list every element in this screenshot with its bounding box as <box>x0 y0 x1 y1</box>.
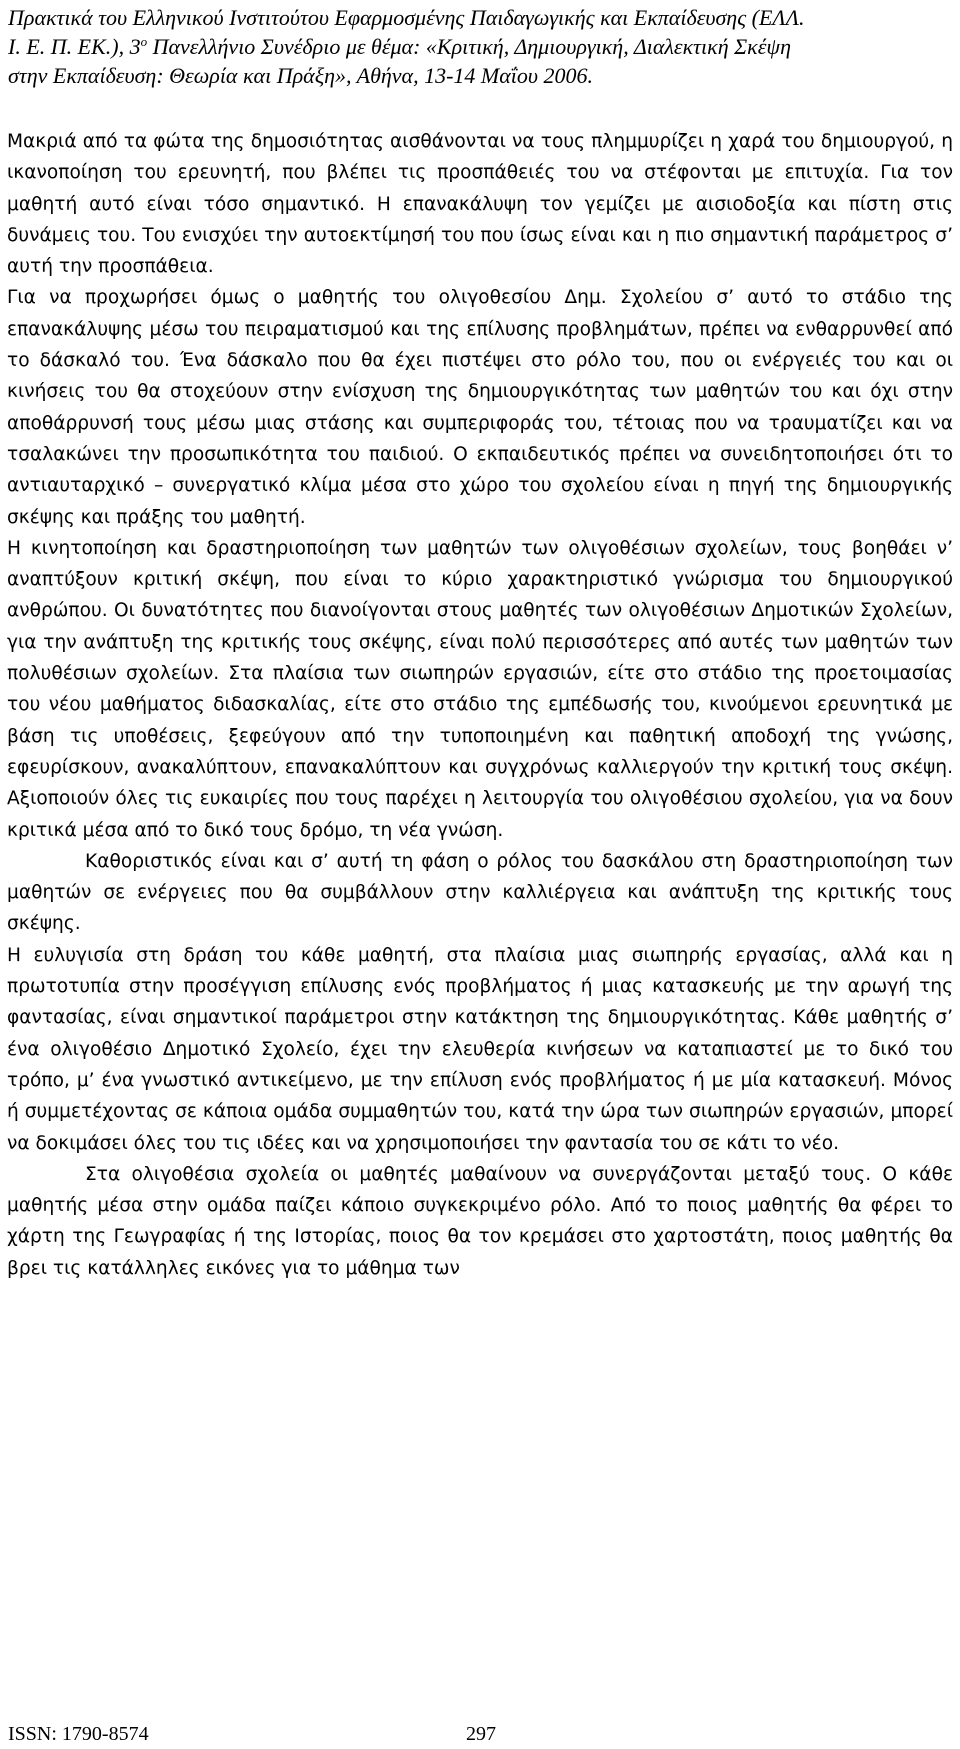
page-number: 297 <box>466 1723 496 1745</box>
ordinal-superscript: ο <box>140 34 148 49</box>
page-footer <box>8 1721 956 1747</box>
header-line-2-end: Πανελλήνιο Συνέδριο με θέμα: «Κριτική, Δημιουργική, Διαλεκτική Σκέψη <box>147 34 791 59</box>
paragraph: Η κινητοποίηση και δραστηριοποίηση των μαθητών των ολιγοθέσιων σχολείων, τους βοηθάει ν’ αναπτύξουν κριτική σκέψη, που είναι το κύριο χαρακτηριστικό γνώρισμα του δημιουργικού ανθρώπου. Οι δυνατότητες που διανοίγονται στους μαθητές των ολιγοθέσιων Δημοτικών Σχολείων, για την ανάπτυξη της κριτικής τους σκέψης, είναι πολύ περισσότερες από αυτές των μαθητών των πολυθέσιων σχολείων. Στα πλαίσια των σιωπηρών εργασιών, είτε στο στάδιο της προετοιμασίας του νέου μαθήματος διδασκαλίας, είτε στο στάδιο της εμπέδωσής του, κινούμενοι ερευνητικά με βάση τις υποθέσεις, ξεφεύγουν από την τυποποιημένη και παθητική αποδοχή της γνώσης, εφευρίσκουν, ανακαλύπτουν, επανακαλύπτουν και συγχρόνως καλλιεργούν την κριτική τους σκέψη. Αξιοποιούν όλες τις ευκαιρίες που τους παρέχει η λειτουργία του ολιγοθέσιου σχολείου, για να δουν κριτικά μέσα από το δικό τους δρόμο, τη νέα γνώση. <box>7 537 953 841</box>
header-line-2-start: Ι. Ε. Π. ΕΚ.), 3 <box>8 34 141 59</box>
paragraph: Στα ολιγοθέσια σχολεία οι μαθητές μαθαίνουν να συνεργάζονται μεταξύ τους. Ο κάθε μαθητής μέσα στην ομάδα παίζει κάποιο συγκεκριμένο ρόλο. Από το ποιος μαθητής θα φέρει το χάρτη της Γεωγραφίας ή της Ιστορίας, ποιος θα τον κρεμάσει στο χαρτοστάτη, ποιος μαθητής θα βρει τις κατάλληλες εικόνες για το μάθημα των <box>7 1163 953 1279</box>
header-line-1: Πρακτικά του Ελληνικού Ινστιτούτου Εφαρμοσμένης Παιδαγωγικής και Εκπαίδευσης (ΕΛΛ. <box>8 5 805 30</box>
header-line-2 <box>8 32 956 61</box>
issn-label: ISSN: 1790-8574 <box>8 1723 149 1745</box>
paragraph: Για να προχωρήσει όμως ο μαθητής του ολιγοθεσίου Δημ. Σχολείου σ’ αυτό το στάδιο της επανακάλυψης μέσω του πειραματισμού και της επίλυσης προβλημάτων, πρέπει να ενθαρρυνθεί από το δάσκαλό του. Ένα δάσκαλο που θα έχει πιστέψει στο ρόλο του, που οι ενέργειές του και οι κινήσεις του θα στοχεύουν στην ενίσχυση της δημιουργικότητας των μαθητών του και όχι στην αποθάρρυνσή τους μέσω μιας στάσης και συμπεριφοράς του, τέτοιας που να τραυματίζει και να τσαλακώνει την προσωπικότητα του παιδιού. Ο εκπαιδευτικός πρέπει να συνειδητοποιήσει ότι το αντιαυταρχικό – συνεργατικό κλίμα μέσα στο χώρο του σχολείου είναι η πηγή της δημιουργικής σκέψης και πράξης του μαθητή. <box>7 287 953 528</box>
document-body <box>7 126 953 1284</box>
paragraph: Η ευλυγισία στη δράση του κάθε μαθητή, στα πλαίσια μιας σιωπηρής εργασίας, αλλά και η πρωτοτυπία στην προσέγγιση επίλυσης ενός προβλήματος ή μιας κατασκευής με την αρωγή της φαντασίας, είναι σημαντικοί παράμετροι στην κατάκτηση της δημιουργικότητας. Κάθε μαθητής σ’ ένα ολιγοθέσιο Δημοτικό Σχολείο, έχει την ελευθερία κινήσεων να καταπιαστεί με το δικό του τρόπο, μ’ ένα γνωστικό αντικείμενο, με την επίλυση ενός προβλήματος ή με μία κατασκευή. Μόνος ή συμμετέχοντας σε κάποια ομάδα συμμαθητών του, κατά την ώρα των σιωπηρών εργασιών, μπορεί να δοκιμάσει όλες του τις ιδέες και να χρησιμοποιήσει την φαντασία του σε κάτι το νέο. <box>7 944 953 1154</box>
paragraph: Καθοριστικός είναι και σ’ αυτή τη φάση ο ρόλος του δασκάλου στη δραστηριοποίηση των μαθητών σε ενέργειες που θα συμβάλλουν στην καλλιέργεια και ανάπτυξη της κριτικής τους σκέψης. <box>7 850 953 935</box>
header-line-3: στην Εκπαίδευση: Θεωρία και Πράξη», Αθήνα, 13-14 Μαΐου 2006. <box>8 63 594 88</box>
paragraph: Μακριά από τα φώτα της δημοσιότητας αισθάνονται να τους πλημμυρίζει η χαρά του δημιουργού, η ικανοποίηση του ερευνητή, που βλέπει τις προσπάθειές του να στέφονται με επιτυχία. Για τον μαθητή αυτό είναι τόσο σημαντικό. Η επανακάλυψη τον γεμίζει με αισιοδοξία και πίστη στις δυνάμεις του. Του ενισχύει την αυτοεκτίμησή του που ίσως είναι και η πιο σημαντική παράμετρος σ’ αυτή την προσπάθεια. <box>7 131 953 278</box>
page-header <box>8 3 956 90</box>
